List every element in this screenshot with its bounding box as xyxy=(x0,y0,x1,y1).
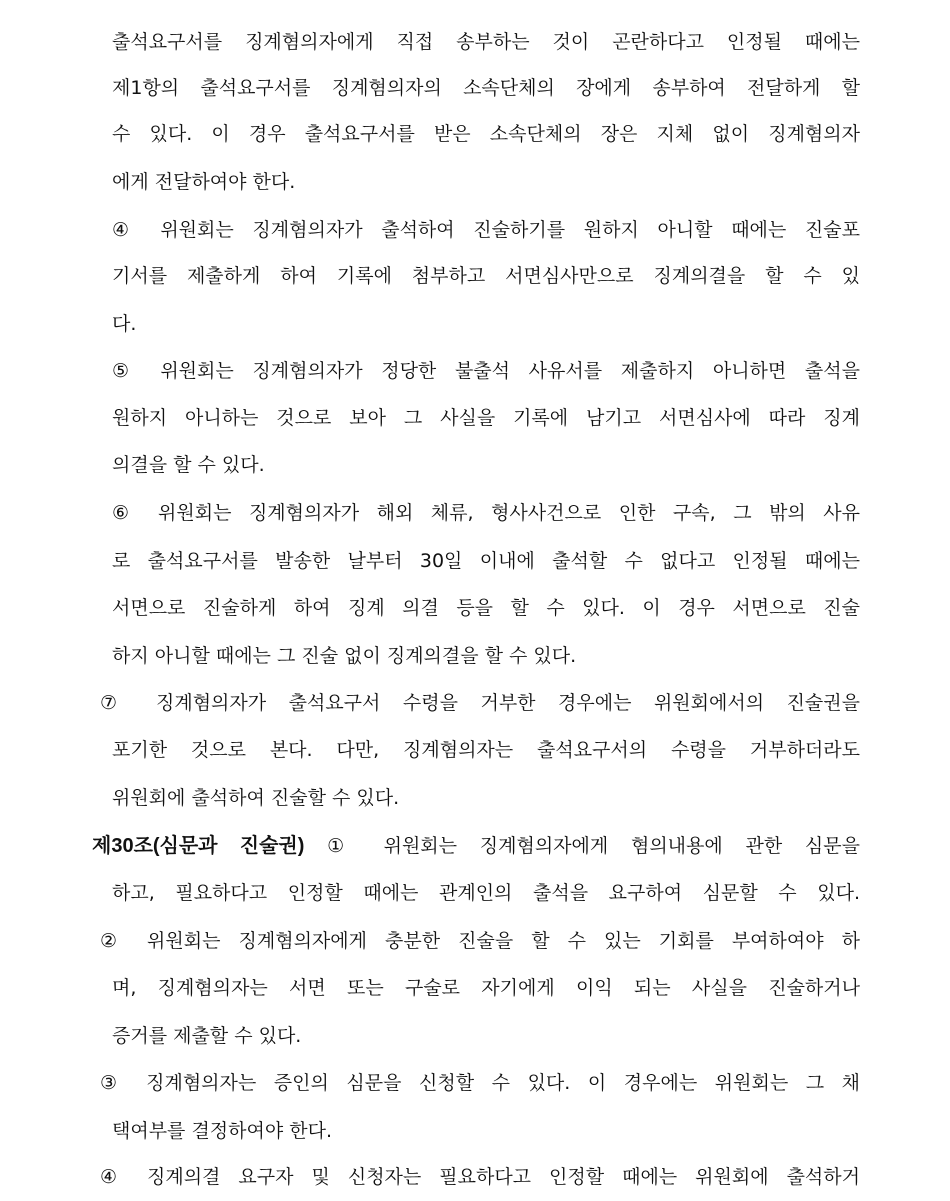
paragraph-5-line: ⑤ 위원회는 징계혐의자가 정당한 불출석 사유서를 제출하지 아니하면 출석을 xyxy=(112,360,860,382)
text-line: 의결을 할 수 있다. xyxy=(112,454,265,476)
article-30-heading: 제30조(심문과 진술권) xyxy=(92,835,305,857)
text-line: 로 출석요구서를 발송한 날부터 30일 이내에 출석할 수 없다고 인정될 때에는 xyxy=(112,550,860,572)
text-line: 수 있다. 이 경우 출석요구서를 받은 소속단체의 장은 지체 없이 징계혐의자 xyxy=(112,123,860,145)
text-line: 며, 징계혐의자는 서면 또는 구술로 자기에게 이익 되는 사실을 진술하거나 xyxy=(112,977,860,999)
text-line: 출석요구서를 징계혐의자에게 직접 송부하는 것이 곤란하다고 인정될 때에는 xyxy=(112,31,860,53)
text-line: 택여부를 결정하여야 한다. xyxy=(112,1120,333,1142)
text-line: 위원회에 출석하여 진술할 수 있다. xyxy=(112,787,400,809)
text-line: 제1항의 출석요구서를 징계혐의자의 소속단체의 장에게 송부하여 전달하게 할 xyxy=(112,77,860,99)
paragraph-6-line: ⑥ 위원회는 징계혐의자가 해외 체류, 형사사건으로 인한 구속, 그 밖의 사유 xyxy=(112,502,860,524)
text-line: 원하지 아니하는 것으로 보아 그 사실을 기록에 남기고 서면심사에 따라 징계 xyxy=(112,407,860,429)
paragraph-4-line: ④ 위원회는 징계혐의자가 출석하여 진술하기를 원하지 아니할 때에는 진술포 xyxy=(112,219,860,241)
text-line: 증거를 제출할 수 있다. xyxy=(112,1025,302,1047)
article-30-paragraph-1: ① 위원회는 징계혐의자에게 혐의내용에 관한 심문을 xyxy=(304,835,860,857)
paragraph-3-line: ③ 징계혐의자는 증인의 심문을 신청할 수 있다. 이 경우에는 위원회는 그 채 xyxy=(100,1072,860,1094)
paragraph-4-line: ④ 징계의결 요구자 및 신청자는 필요하다고 인정할 때에는 위원회에 출석하거 xyxy=(100,1166,860,1188)
paragraph-2-line: ② 위원회는 징계혐의자에게 충분한 진술을 할 수 있는 기회를 부여하여야 하 xyxy=(100,930,860,952)
text-line: 포기한 것으로 본다. 다만, 징계혐의자는 출석요구서의 수령을 거부하더라도 xyxy=(112,739,860,761)
text-line: 에게 전달하여야 한다. xyxy=(112,171,296,193)
article-30-first-line xyxy=(92,832,860,860)
paragraph-7-line: ⑦ 징계혐의자가 출석요구서 수령을 거부한 경우에는 위원회에서의 진술권을 xyxy=(100,692,860,714)
text-line: 기서를 제출하게 하여 기록에 첨부하고 서면심사만으로 징계의결을 할 수 있 xyxy=(112,265,860,287)
text-line: 하지 아니할 때에는 그 진술 없이 징계의결을 할 수 있다. xyxy=(112,645,577,667)
text-line: 다. xyxy=(112,313,137,335)
text-line: 하고, 필요하다고 인정할 때에는 관계인의 출석을 요구하여 심문할 수 있다. xyxy=(112,882,860,904)
text-line: 서면으로 진술하게 하여 징계 의결 등을 할 수 있다. 이 경우 서면으로 진술 xyxy=(112,597,860,619)
